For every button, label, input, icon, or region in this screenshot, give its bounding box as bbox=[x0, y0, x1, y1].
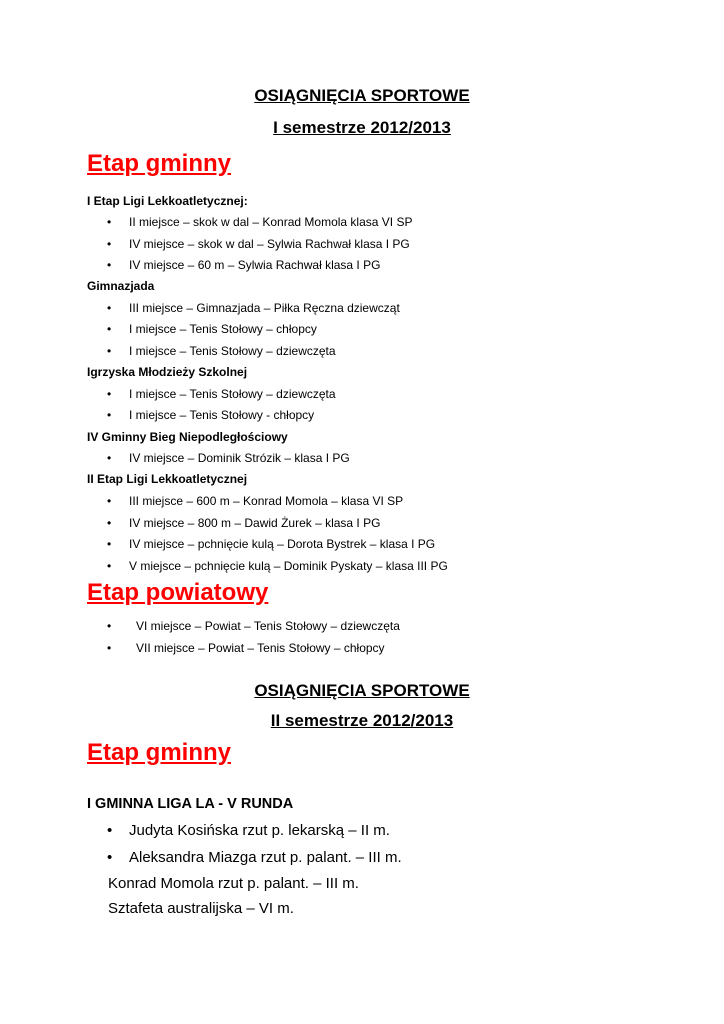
bullet-icon: • bbox=[107, 619, 112, 633]
list-item: • Aleksandra Miazga rzut p. palant. – III m. bbox=[107, 849, 402, 866]
bullet-icon: • bbox=[107, 559, 112, 573]
list-item: • III miejsce – Gimnazjada – Piłka Ręczna dziewcząt bbox=[107, 301, 400, 315]
section1-heading-powiatowy: Etap powiatowy bbox=[87, 579, 269, 606]
group-heading: I GMINNA LIGA LA - V RUNDA bbox=[87, 796, 294, 812]
section1-heading-gminny: Etap gminny bbox=[87, 150, 232, 177]
bullet-icon: • bbox=[107, 494, 112, 508]
list-item: • IV miejsce – 60 m – Sylwia Rachwał klasa I PG bbox=[107, 258, 381, 272]
bullet-icon: • bbox=[107, 408, 112, 422]
section1-subtitle: I semestrze 2012/2013 bbox=[273, 118, 451, 137]
list-item: • V miejsce – pchnięcie kulą – Dominik Pyskaty – klasa III PG bbox=[107, 559, 448, 573]
section1-title: OSIĄGNIĘCIA SPORTOWE bbox=[254, 86, 470, 105]
section2-subtitle: II semestrze 2012/2013 bbox=[270, 711, 454, 730]
bullet-icon: • bbox=[107, 849, 113, 866]
list-item: Sztafeta australijska – VI m. bbox=[108, 900, 294, 917]
list-item: • IV miejsce – Dominik Strózik – klasa I PG bbox=[107, 451, 350, 465]
bullet-icon: • bbox=[107, 258, 112, 272]
list-item: • I miejsce – Tenis Stołowy - chłopcy bbox=[107, 408, 315, 422]
section2-title: OSIĄGNIĘCIA SPORTOWE bbox=[254, 681, 470, 700]
group-heading: II Etap Ligi Lekkoatletycznej bbox=[87, 472, 248, 486]
list-item: • III miejsce – 600 m – Konrad Momola – klasa VI SP bbox=[107, 494, 404, 508]
group-heading: IV Gminny Bieg Niepodległościowy bbox=[87, 430, 288, 444]
list-item: • II miejsce – skok w dal – Konrad Momola klasa VI SP bbox=[107, 215, 413, 229]
bullet-icon: • bbox=[107, 215, 112, 229]
list-item: • VII miejsce – Powiat – Tenis Stołowy – chłopcy bbox=[107, 641, 385, 655]
group-heading: I Etap Ligi Lekkoatletycznej: bbox=[87, 194, 248, 208]
bullet-icon: • bbox=[107, 822, 113, 839]
group-heading: Gimnazjada bbox=[87, 279, 155, 293]
list-item: • IV miejsce – pchnięcie kulą – Dorota Bystrek – klasa I PG bbox=[107, 537, 436, 551]
list-item: • I miejsce – Tenis Stołowy – chłopcy bbox=[107, 322, 317, 336]
list-item: • I miejsce – Tenis Stołowy – dziewczęta bbox=[107, 344, 336, 358]
section2-heading-gminny: Etap gminny bbox=[87, 739, 232, 766]
bullet-icon: • bbox=[107, 451, 112, 465]
bullet-icon: • bbox=[107, 516, 112, 530]
list-item: • IV miejsce – 800 m – Dawid Żurek – klasa I PG bbox=[107, 516, 381, 530]
list-item: • Judyta Kosińska rzut p. lekarską – II m. bbox=[107, 822, 390, 839]
list-item: • IV miejsce – skok w dal – Sylwia Rachwał klasa I PG bbox=[107, 237, 410, 251]
list-item: Konrad Momola rzut p. palant. – III m. bbox=[108, 875, 359, 892]
list-item: • VI miejsce – Powiat – Tenis Stołowy – dziewczęta bbox=[107, 619, 400, 633]
bullet-icon: • bbox=[107, 237, 112, 251]
bullet-icon: • bbox=[107, 641, 112, 655]
bullet-icon: • bbox=[107, 301, 112, 315]
bullet-icon: • bbox=[107, 537, 112, 551]
bullet-icon: • bbox=[107, 322, 112, 336]
bullet-icon: • bbox=[107, 387, 112, 401]
group-heading: Igrzyska Młodzieży Szkolnej bbox=[87, 365, 248, 379]
bullet-icon: • bbox=[107, 344, 112, 358]
list-item: • I miejsce – Tenis Stołowy – dziewczęta bbox=[107, 387, 336, 401]
